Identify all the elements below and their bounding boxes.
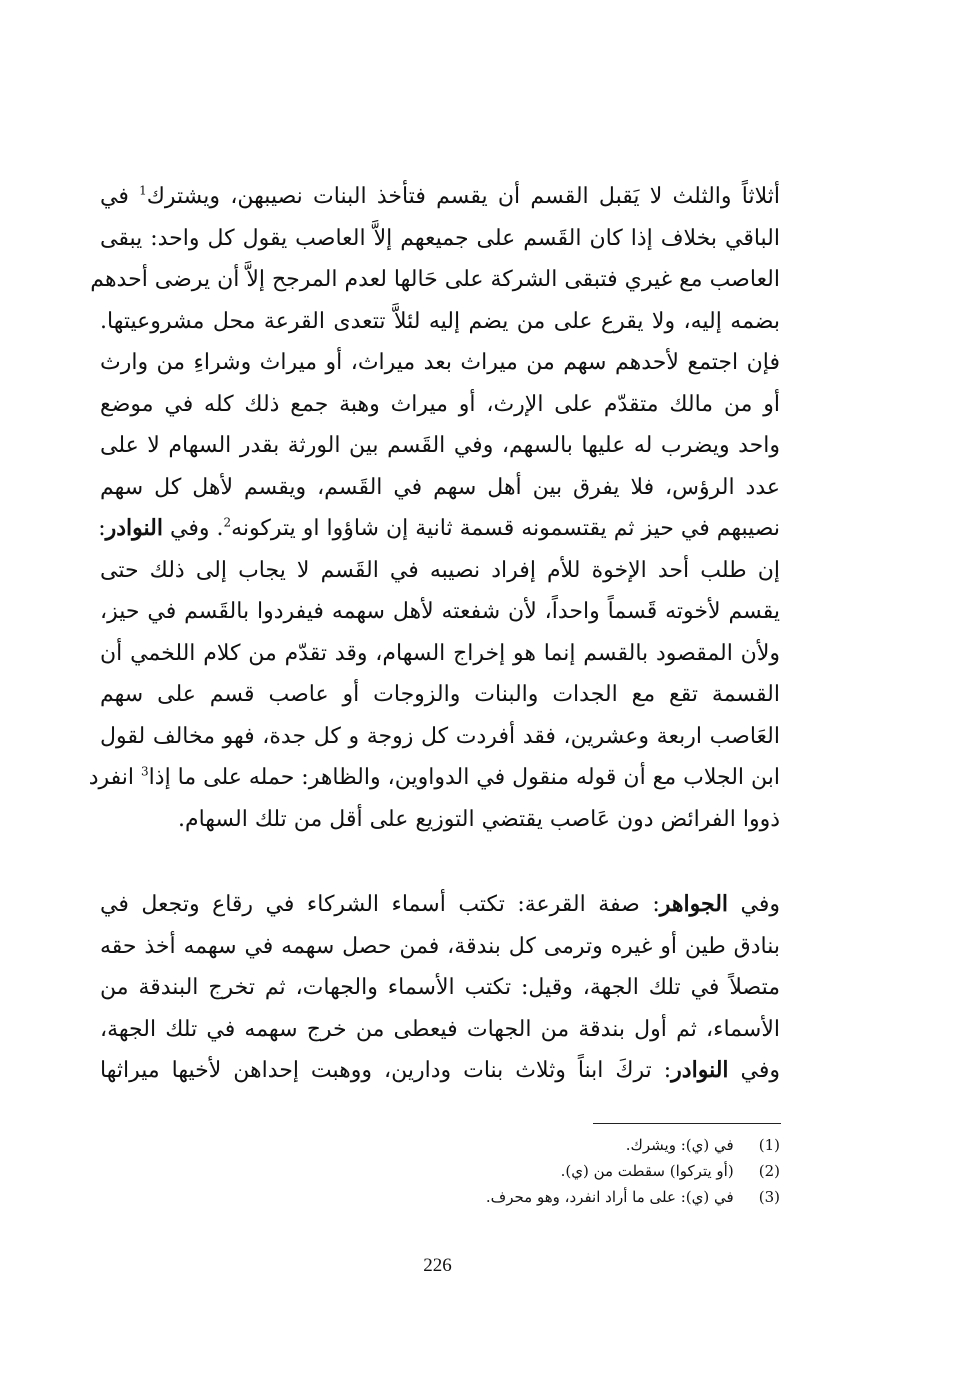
text-span: أثلاثاً والثلث لا يَقبل القسم أن يقسم فتأخذ البنات نصيبهن، ويشترك [146,184,780,209]
text-span: انفرد [88,765,142,790]
source-title-nawadir: النوادر [105,515,163,541]
footnote-text: في (ي): على ما أراد انفرد، وهو محرف. [485,1188,734,1206]
text-span: . وفي [162,516,224,541]
text-span: ابن الجلاب مع أن قوله منقول في الدواوين، والظاهر: حمله على ما إذا [148,765,780,790]
text-span: في [100,184,140,209]
text-line: ذووا الفرائض دون عَاصب يقتضي التوزيع على أقل من تلك السهام. [177,806,780,832]
text-line: أو من مالك متقدّم على الإرث، أو ميراث وهبة جمع ذلك كله في موضع [100,391,780,417]
text-line [88,757,780,799]
text-line: متصلاً في تلك الجهة، وقيل: تكتب الأسماء والجهات، ثم تخرج البندقة من [100,975,780,1000]
text-line: واحد ويضرب له عليها بالسهم، وفي القَسم بين الورثة بقدر السهام لا على [100,433,780,458]
footnote-number: (1) [758,1136,780,1154]
source-title-nawadir: النوادر [671,1057,729,1083]
text-line: إن طلب أحد الإخوة للأم إفراد نصيبه في القَسم لا يجاب إلى ذلك حتى [100,557,780,583]
text-line [100,176,780,218]
text-line: فإن اجتمع لأحدهم سهم من ميراث بعد ميراث، أو ميراث وشراءِ من وارث [100,350,780,375]
footnote-text: في (ي): ويشرك. [625,1136,734,1154]
text-line: العاصب مع غيري فتبقى الشركة على حَالها لعدم المرجح إلاَّ أن يرضى أحدهم [90,267,780,292]
footnote-number: (3) [758,1188,780,1206]
text-span: وفي [728,1058,780,1083]
footnotes [380,1132,780,1210]
text-span: : [98,516,106,541]
text-span: : تركَ ابناً وثلاث بنات ودارين، ووهبت إحداهن لأخيها ميراثها [100,1058,672,1083]
footnote-item [380,1158,780,1184]
text-span: : صفة القرعة: تكتب أسماء الشركاء في رقاع وتجعل في [100,892,660,917]
footnote-ref-1: 1 [139,183,147,198]
text-line [100,884,780,926]
text-line: يقسم لأخوته قَسماً واحداً، لأن شفعته لأهل سهمه فيفردوا بالقَسم في حيز، [100,599,780,624]
footnote-text: (أو يتركوا) سقطت من (ي). [560,1162,734,1180]
footnote-item [380,1184,780,1210]
text-line: الأسماء، ثم أول بندقة من الجهات فيعطى من خرج سهمه في تلك الجهة، [100,1016,780,1042]
footnote-item [380,1132,780,1158]
text-line: بضمه إليه، ولا يقرع على من يضم إليه لئلاَّ تتعدى القرعة محل مشروعيتها. [100,308,780,334]
text-line: عدد الرؤس، فلا يفرق بين أهل سهم في القَسم، ويقسم لأهل كل سهم [100,474,780,500]
body-paragraph-2 [100,884,780,1092]
text-line [100,1050,780,1092]
text-line: العَاصب اربعة وعشرين، فقد أفردت كل زوجة و كل جدة، فهو مخالف لقول [100,723,780,749]
footnote-ref-2: 2 [223,515,232,530]
text-line [100,508,780,550]
text-line: بنادق طين أو غيره وترمى كل بندقة، فمن حصل سهمه في سهمه أخذ حقه [100,933,780,959]
page-number: 226 [423,1255,452,1276]
footnote-separator [593,1123,781,1124]
body-paragraph-1 [88,176,780,840]
footnote-ref-3: 3 [141,764,149,779]
text-line: الباقي بخلاف إذا كان القَسم على جميعهم إلاَّ العاصب يقول كل واحد: يبقى [100,225,780,251]
text-line: القسمة تقع مع الجدات والبنات والزوجات أو عاصب قسم على سهم [100,682,780,707]
source-title-jawahir: الجواهر [659,891,729,917]
text-span: نصيبهم في حيز ثم يقتسمونه قسمة ثانية إن شاؤوا او يتركونه [231,516,780,541]
text-span: وفي [728,892,780,917]
footnote-number: (2) [758,1162,780,1180]
text-line: ولأن المقصود بالقسم إنما هو إخراج السهام، وقد تقدّم من كلام اللخمي أن [100,640,780,666]
